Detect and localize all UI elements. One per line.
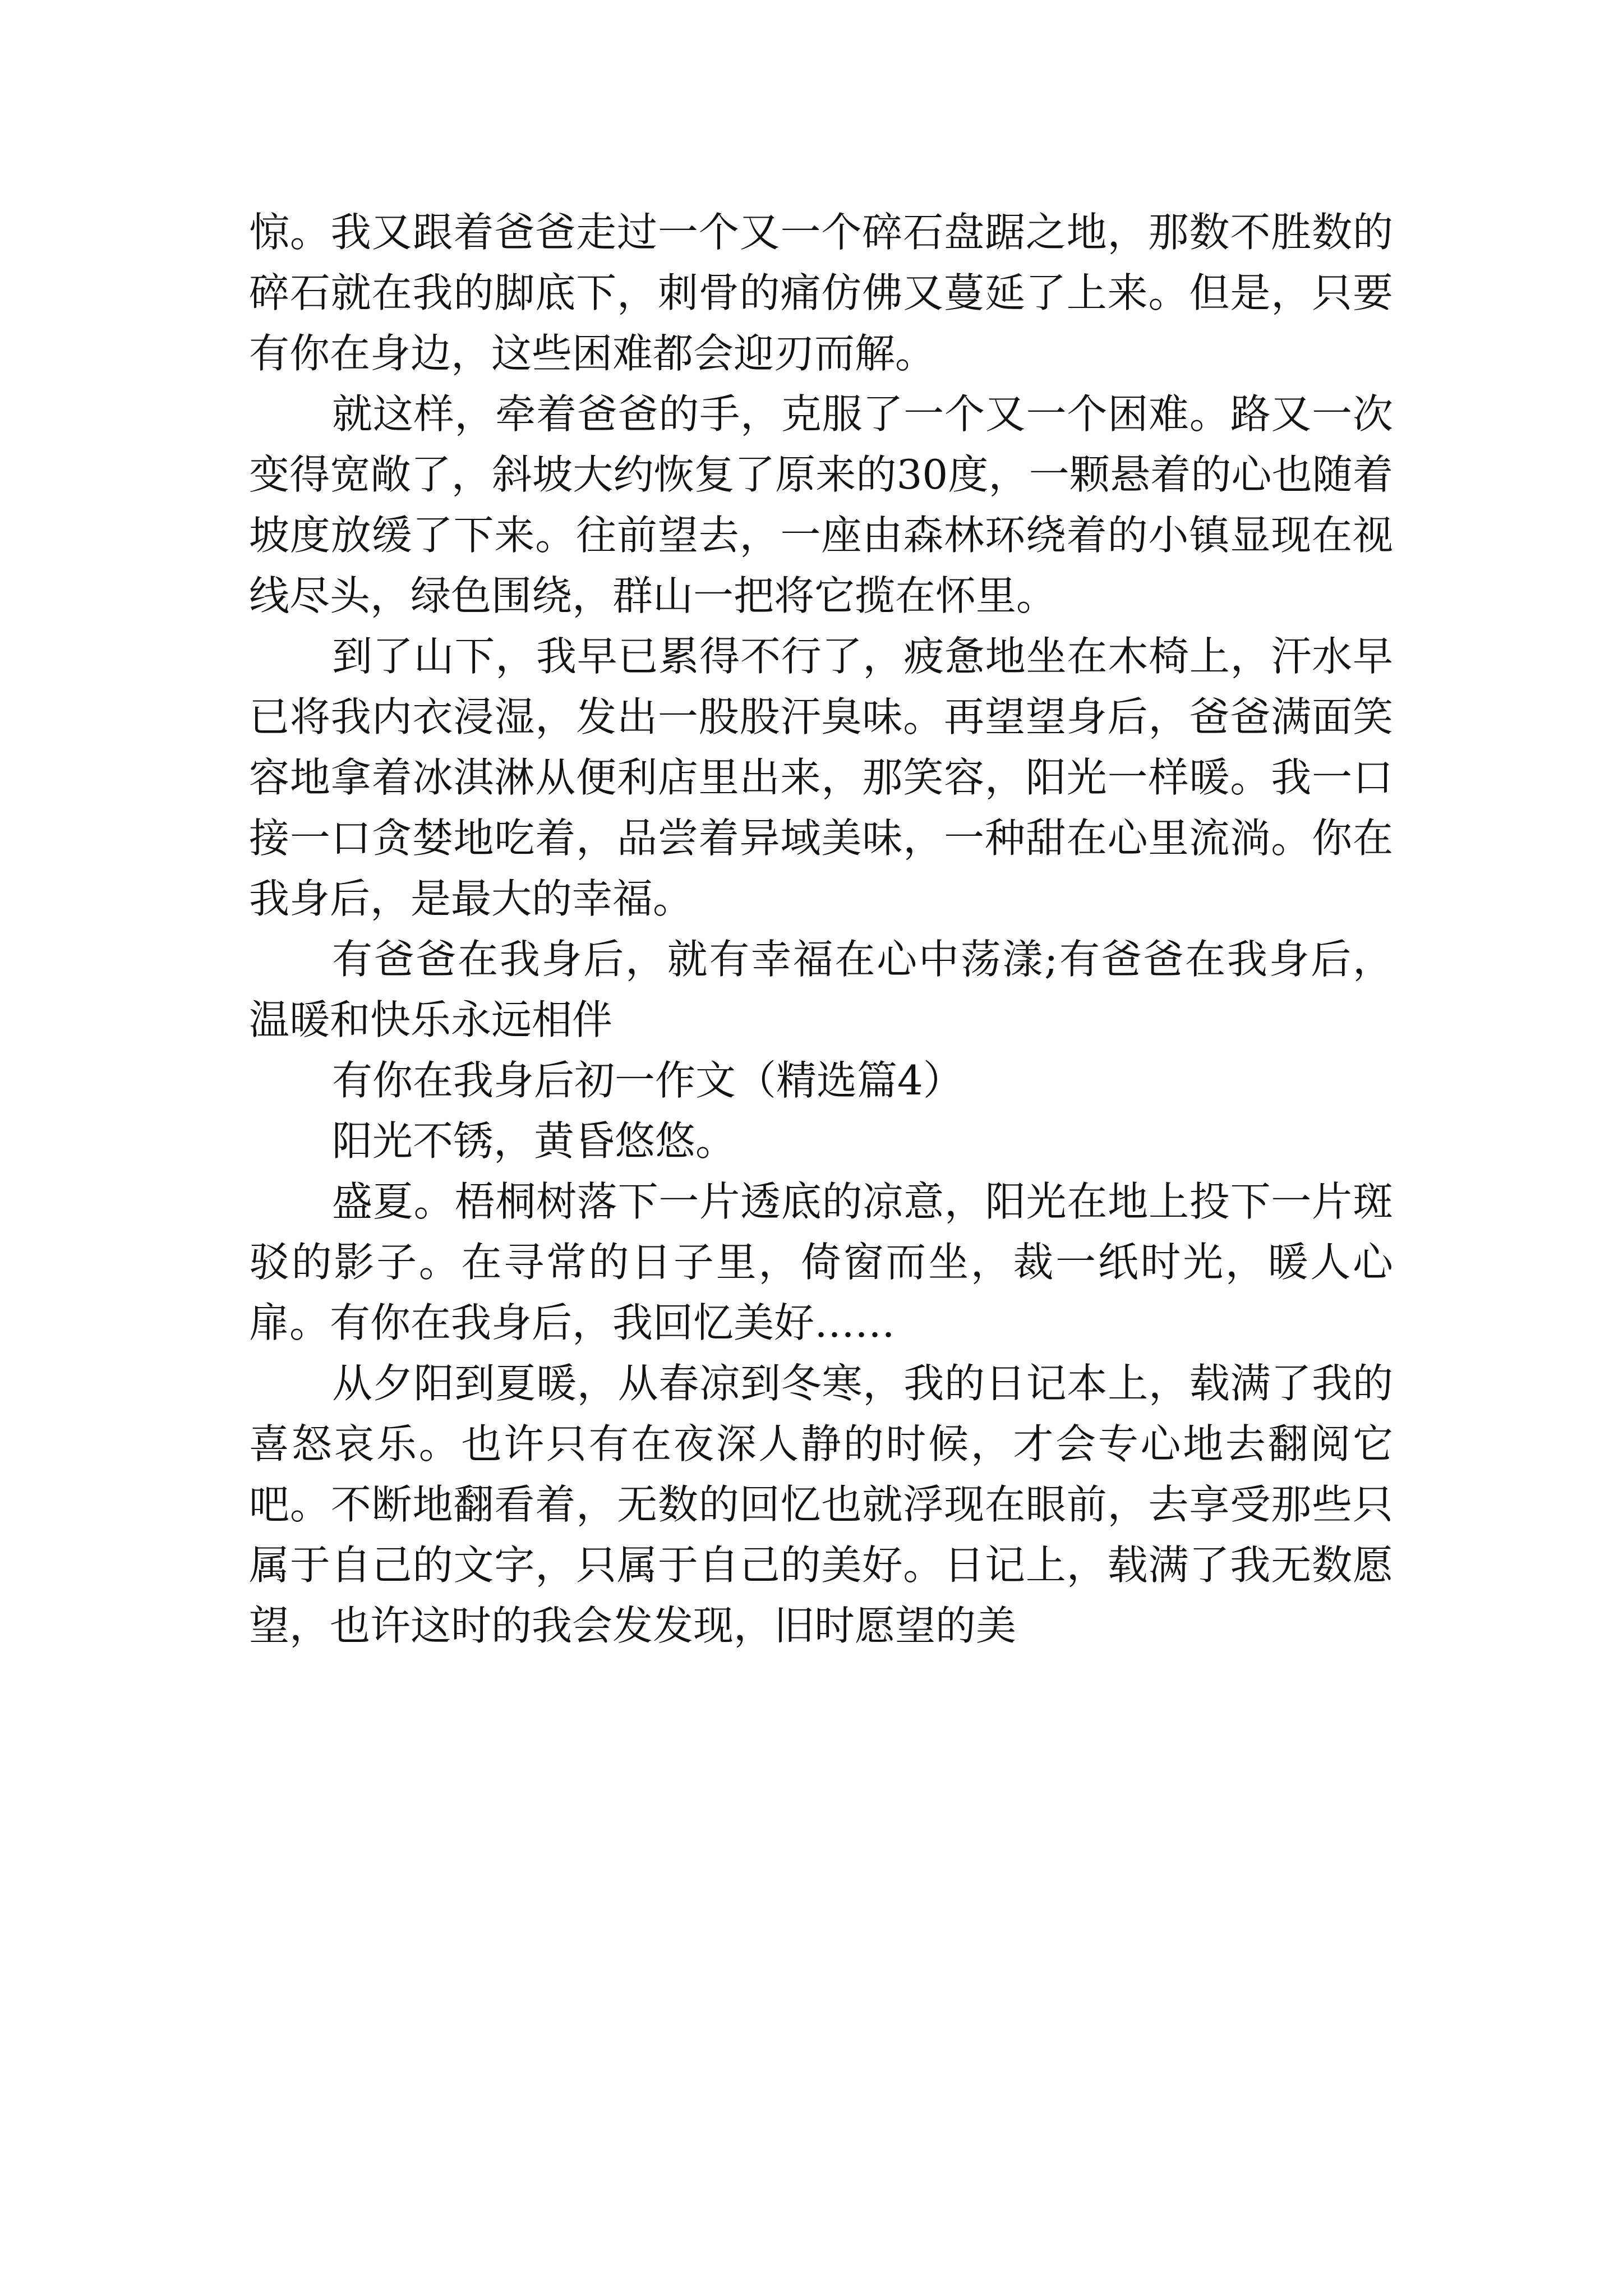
paragraph: 阳光不锈，黄昏悠悠。 — [332, 1117, 736, 1165]
paragraph: 到了山下，我早已累得不行了，疲惫地坐在木椅上，汗水早已将我内衣浸湿，发出一股股汗臭味。再望望身后，爸爸满面笑容地拿着冰淇淋从便利店里出来，那笑容，阳光一样暖。我一口接一口贪婪地吃着，品尝着异域美味，一种甜在心里流淌。你在我身后，是最大的幸福。 — [249, 633, 1393, 922]
document-body — [249, 202, 1393, 1656]
paragraph: 盛夏。梧桐树落下一片透底的凉意，阳光在地上投下一片斑驳的影子。在寻常的日子里，倚窗而坐，裁一纸时光，暖人心扉。有你在我身后，我回忆美好…… — [249, 1178, 1393, 1346]
paragraph: 有爸爸在我身后，就有幸福在心中荡漾;有爸爸在我身后，温暖和快乐永远相伴 — [249, 936, 1393, 1043]
paragraph: 就这样，牵着爸爸的手，克服了一个又一个困难。路又一次变得宽敞了，斜坡大约恢复了原来的30度，一颗悬着的心也随着坡度放缓了下来。往前望去，一座由森林环绕着的小镇显现在视线尽头，绿色围绕，群山一把将它揽在怀里。 — [249, 390, 1393, 619]
section-heading: 有你在我身后初一作文（精选篇4） — [332, 1057, 963, 1104]
paragraph: 从夕阳到夏暖，从春凉到冬寒，我的日记本上，载满了我的喜怒哀乐。也许只有在夜深人静的时候，才会专心地去翻阅它吧。不断地翻看着，无数的回忆也就浮现在眼前，去享受那些只属于自己的文字，只属于自己的美好。日记上，载满了我无数愿望，也许这时的我会发发现，旧时愿望的美 — [249, 1360, 1393, 1649]
paragraph: 惊。我又跟着爸爸走过一个又一个碎石盘踞之地，那数不胜数的碎石就在我的脚底下，刺骨的痛仿佛又蔓延了上来。但是，只要有你在身边，这些困难都会迎刃而解。 — [249, 209, 1393, 377]
